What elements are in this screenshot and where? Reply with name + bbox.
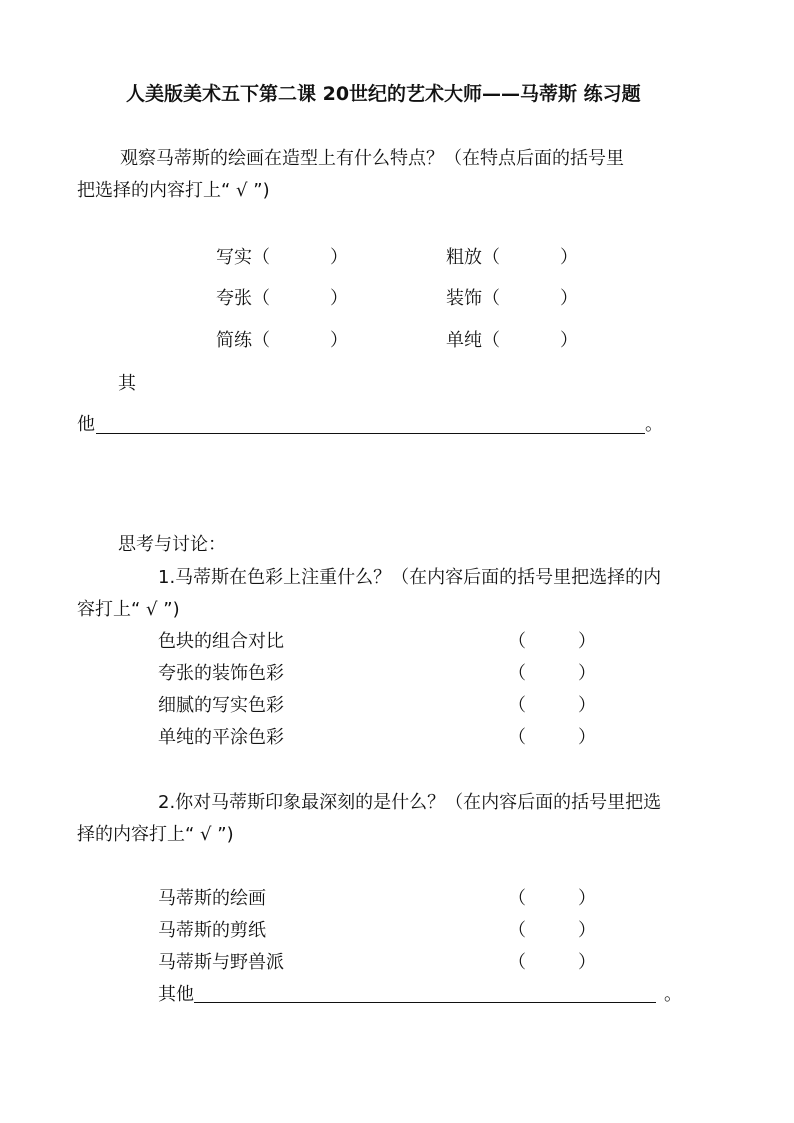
- option-checkbox[interactable]: ）: [330, 330, 348, 351]
- option-label: 夸张（: [216, 288, 270, 309]
- question-intro-line2: 把选择的内容打上“ √ ”): [77, 180, 270, 201]
- q2-other-label: 其他: [158, 984, 194, 1005]
- option-label: 装饰（: [446, 288, 500, 309]
- q2-item-open: （: [508, 952, 526, 973]
- q1-item-checkbox[interactable]: ）: [578, 631, 596, 652]
- q1-item-checkbox[interactable]: ）: [578, 663, 596, 684]
- option-checkbox[interactable]: ）: [560, 288, 578, 309]
- q2-item-checkbox[interactable]: ）: [578, 888, 596, 909]
- q1-item-open: （: [508, 695, 526, 716]
- option-label: 写实（: [216, 247, 270, 268]
- q2-item-checkbox[interactable]: ）: [578, 952, 596, 973]
- option-checkbox[interactable]: ）: [330, 288, 348, 309]
- discussion-heading: 思考与讨论：: [118, 534, 226, 555]
- q2-other-answer-line[interactable]: [194, 1002, 656, 1003]
- question-intro-line1: 观察马蒂斯的绘画在造型上有什么特点？（在特点后面的括号里: [120, 148, 624, 169]
- q1-item-label: 单纯的平涂色彩: [158, 727, 284, 748]
- question1-line2: 容打上“ √ ”): [77, 599, 180, 620]
- q2-item-checkbox[interactable]: ）: [578, 920, 596, 941]
- q1-item-checkbox[interactable]: ）: [578, 695, 596, 716]
- option-label: 粗放（: [446, 247, 500, 268]
- other-period: 。: [645, 414, 663, 435]
- q1-item-label: 夸张的装饰色彩: [158, 663, 284, 684]
- q2-item-open: （: [508, 920, 526, 941]
- q2-item-label: 马蒂斯的绘画: [158, 888, 266, 909]
- option-checkbox[interactable]: ）: [560, 247, 578, 268]
- other-label-part1: 其: [118, 373, 136, 394]
- q1-item-label: 细腻的写实色彩: [158, 695, 284, 716]
- q1-item-open: （: [508, 631, 526, 652]
- option-checkbox[interactable]: ）: [330, 247, 348, 268]
- q1-item-open: （: [508, 663, 526, 684]
- q1-item-label: 色块的组合对比: [158, 631, 284, 652]
- question1-line1: 1.马蒂斯在色彩上注重什么？（在内容后面的括号里把选择的内: [158, 567, 662, 588]
- q2-other-period: 。: [664, 984, 682, 1005]
- other-answer-line[interactable]: [96, 433, 645, 434]
- other-label-part2: 他: [77, 414, 95, 435]
- question2-line2: 择的内容打上“ √ ”): [77, 824, 234, 845]
- option-label: 简练（: [216, 330, 270, 351]
- q1-item-open: （: [508, 727, 526, 748]
- option-checkbox[interactable]: ）: [560, 330, 578, 351]
- question2-line1: 2.你对马蒂斯印象最深刻的是什么？（在内容后面的括号里把选: [158, 792, 662, 813]
- q2-item-label: 马蒂斯的剪纸: [158, 920, 266, 941]
- q1-item-checkbox[interactable]: ）: [578, 727, 596, 748]
- page-title: 人美版美术五下第二课 20世纪的艺术大师——马蒂斯 练习题: [126, 83, 641, 105]
- option-label: 单纯（: [446, 330, 500, 351]
- q2-item-open: （: [508, 888, 526, 909]
- q2-item-label: 马蒂斯与野兽派: [158, 952, 284, 973]
